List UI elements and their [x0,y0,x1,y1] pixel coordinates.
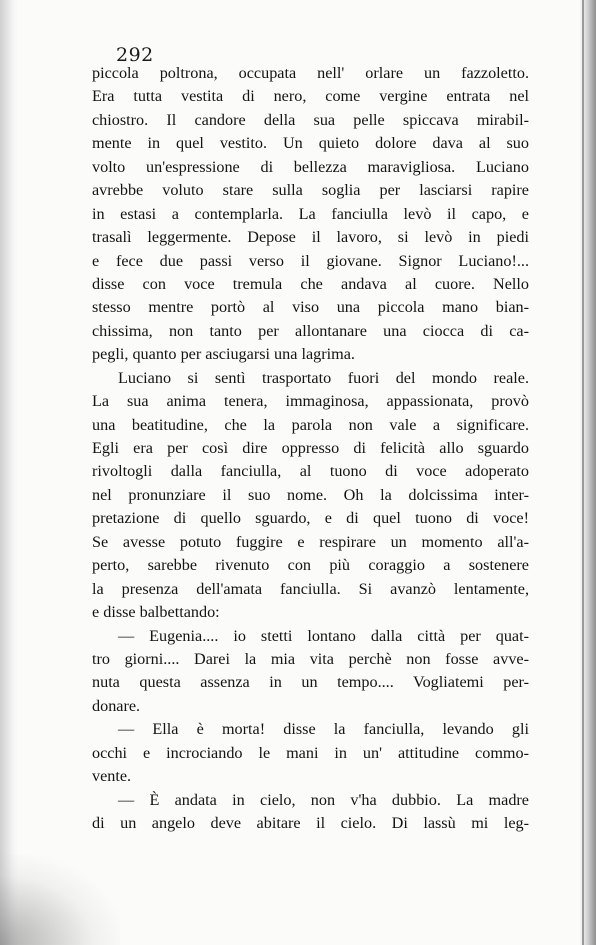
text-line: volto un'espressione di bellezza maravigliosa. Luciano [92,157,529,176]
text-line: mente in quel vestito. Un quieto dolore dava al suo [92,134,529,153]
text-line: rivoltogli dalla fanciulla, al tuono di voce adoperato [92,462,529,481]
text-line: La sua anima tenera, immaginosa, appassionata, provò [92,392,529,411]
page-edge-line [582,0,584,945]
text-line: pretazione di quello sguardo, e di quel tuono di voce! [92,509,529,528]
text-line: vente. [92,767,132,786]
text-line: avrebbe voluto stare sulla soglia per lasciarsi rapire [92,181,529,200]
text-line: nel pronunziare il suo nome. Oh la dolcissima inter- [92,485,529,504]
text-line: perto, sarebbe rivenuto con più coraggio a sostenere [92,556,529,575]
text-line: pegli, quanto per asciugarsi una lagrima. [92,345,355,364]
text-line: una beatitudine, che la parola non vale a significare. [92,415,529,434]
text-line: chissima, non tanto per allontanare una ciocca di ca- [92,321,529,340]
text-line: — Ella è morta! disse la fanciulla, levando gli [118,720,529,739]
text-line: — È andata in cielo, non v'ha dubbio. La madre [118,790,529,809]
text-line: stesso mentre portò al viso una piccola mano bian- [92,298,529,317]
text-line: piccola poltrona, occupata nell' orlare un fazzoletto. [92,64,529,82]
scan-smudge [0,855,120,945]
text-line: trasalì leggermente. Depose il lavoro, si levò in piedi [92,228,529,247]
text-line: Se avesse potuto fuggire e respirare un momento all'a- [92,532,529,551]
text-line: donare. [92,696,141,715]
text-line: chiostro. Il candore della sua pelle spiccava mirabil- [92,110,529,129]
body-text [92,62,529,835]
text-line: disse con voce tremula che andava al cuore. Nello [92,274,529,293]
text-line: Era tutta vestita di nero, come vergine entrata nel [92,87,529,106]
text-line: e fece due passi verso il giovane. Signor Luciano!... [92,251,529,270]
text-line: e disse balbettando: [92,603,220,622]
text-line: in estasi a contemplarla. La fanciulla levò il capo, e [92,204,529,223]
text-line: tro giorni.... Darei la mia vita perchè non fosse avve- [92,649,529,668]
page-number: 292 [116,44,154,66]
text-line: di un angelo deve abitare il cielo. Di lassù mi leg- [92,814,529,832]
text-line: la presenza dell'amata fanciulla. Si avanzò lentamente, [92,579,529,598]
text-line: Egli era per così dire oppresso di felicità allo sguardo [92,439,529,457]
text-line: — Eugenia.... io stetti lontano dalla città per quat- [118,626,529,645]
text-line: Luciano si sentì trasportato fuori del mondo reale. [118,368,529,387]
page-gutter-shadow [0,0,18,945]
text-line: nuta questa assenza in un tempo.... Vogliatemi per- [92,673,529,692]
text-line: occhi e incrociando le mani in un' attitudine commo- [92,743,529,762]
